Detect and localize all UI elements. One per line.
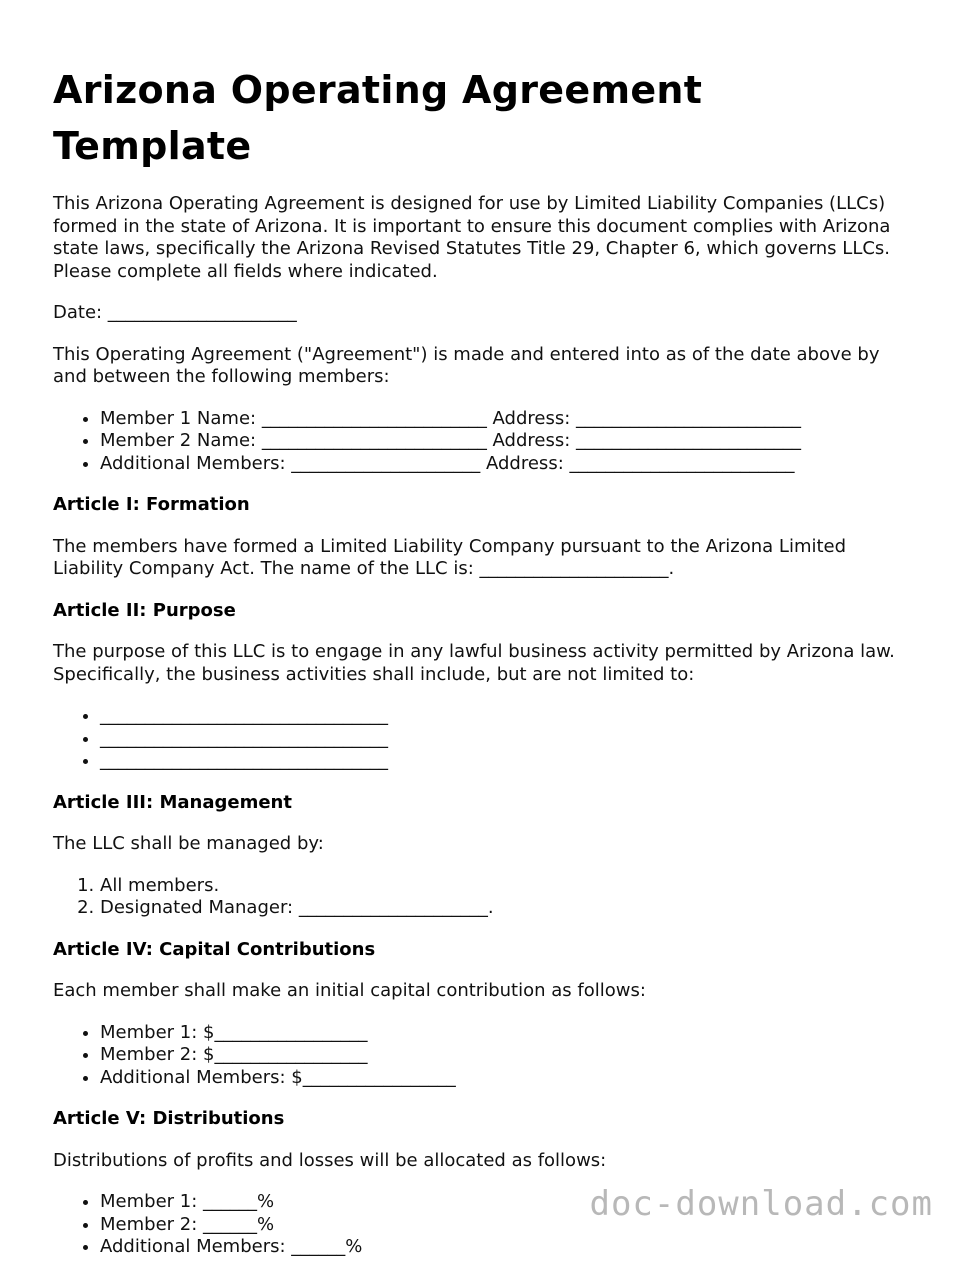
article-2-heading: Article II: Purpose [53,599,236,621]
list-item: • Additional Members: $_________________ [100,1067,913,1090]
article-1-text: The members have formed a Limited Liability Company pursuant to the Arizona Limited Liability Company Act. The name of the LLC is: _____________________. [53,535,847,579]
article-5-text: Distributions of profits and losses will be allocated as follows: [53,1149,607,1171]
list-item: 2. Designated Manager: _____________________. [100,897,913,920]
watermark: doc-download.com [589,1184,933,1224]
document-page [53,62,913,1278]
list-item: • Member 1 Name: _________________________ Address: _________________________ [100,408,913,431]
intro-paragraph: This Arizona Operating Agreement is designed for use by Limited Liability Companies (LLCs) formed in the state of Arizona. It is important to ensure this document complies with Arizona state laws, specifically the Arizona Revised Statutes Title 29, Chapter 6, which governs LLCs. Please complete all fields where indicated. [53,193,891,282]
list-item: • Member 1: $_________________ [100,1022,913,1045]
page-title: Arizona Operating Agreement Template [53,68,703,168]
management-list [53,875,913,920]
date-line: Date: _____________________ [53,302,297,323]
members-list [53,408,913,476]
agreement-intro: This Operating Agreement ("Agreement") is made and entered into as of the date above by and between the following members: [53,343,880,387]
purpose-list [53,705,913,773]
article-1-heading: Article I: Formation [53,494,250,515]
capital-list [53,1022,913,1090]
list-item: • ________________________________ [100,728,913,751]
list-item: • Member 2: $_________________ [100,1044,913,1067]
article-5-heading: Article V: Distributions [53,1108,285,1129]
list-item: • Member 2 Name: _________________________ Address: _________________________ [100,430,913,453]
list-item: • Member 1: ______% [100,1191,913,1214]
list-item: 1. All members. [100,875,913,898]
list-item: • Member 2: ______% [100,1214,913,1237]
article-4-text: Each member shall make an initial capital contribution as follows: [53,980,646,1001]
list-item: • Additional Members: ______% [100,1236,913,1259]
article-4-heading: Article IV: Capital Contributions [53,938,376,960]
article-3-heading: Article III: Management [53,791,292,813]
list-item: • ________________________________ [100,750,913,773]
article-3-text: The LLC shall be managed by: [53,833,324,854]
article-2-text: The purpose of this LLC is to engage in any lawful business activity permitted by Arizona law. Specifically, the business activities shall include, but are not limited to: [53,641,895,685]
list-item: • ________________________________ [100,705,913,728]
list-item: • Additional Members: _____________________ Address: _________________________ [100,453,913,476]
